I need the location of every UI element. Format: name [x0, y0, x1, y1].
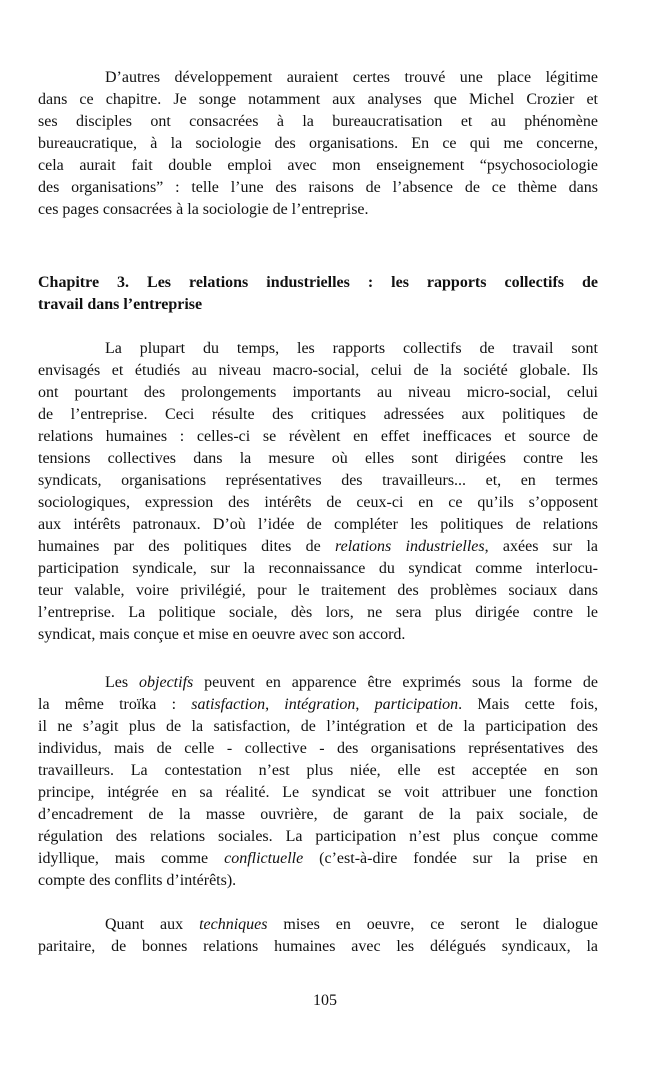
- text-span: Les: [105, 674, 140, 691]
- text-span: D’autres développement auraient certes trouvé une place légitime: [105, 69, 598, 86]
- text-span: des organisations” : telle l’une des raisons de l’absence de ce thème dans: [38, 179, 598, 196]
- text-line: [38, 580, 598, 602]
- text-span: ont pourtant des prolongements importants au niveau micro-social, celui: [38, 384, 598, 401]
- text-line: [38, 760, 598, 782]
- text-span: bureaucratique, à la sociologie des organisations. En ce qui me concerne,: [38, 135, 598, 152]
- paragraph: [38, 338, 598, 646]
- paragraph: [38, 672, 598, 892]
- text-line: [38, 558, 598, 580]
- italic-text: relations industrielles: [334, 538, 485, 555]
- italic-text: conflictuelle: [224, 850, 304, 867]
- text-span: envisagés et étudiés au niveau macro-social, celui de la société globale. Ils: [38, 362, 598, 379]
- text-line: [38, 694, 598, 716]
- text-span: mises en oeuvre, ce seront le dialogue: [267, 916, 598, 933]
- text-span: teur valable, voire privilégié, pour le traitement des problèmes sociaux dans: [38, 582, 598, 599]
- text-line: [38, 936, 598, 958]
- text-span: Chapitre 3. Les relations industrielles : les rapports collectifs de: [38, 274, 598, 291]
- page-number: 105: [313, 992, 337, 1009]
- text-line: [38, 536, 598, 558]
- text-line: [38, 133, 598, 155]
- text-span: paritaire, de bonnes relations humaines avec les délégués syndicaux, la: [38, 938, 598, 955]
- text-span: aux intérêts patronaux. D’où l’idée de compléter les politiques de relations: [38, 516, 598, 533]
- text-line: [38, 624, 598, 646]
- text-line: [38, 804, 598, 826]
- text-span: principe, intégrée en sa réalité. Le syndicat se voit attribuer une fonction: [38, 784, 598, 801]
- text-line: [38, 492, 598, 514]
- text-line: [38, 199, 598, 221]
- text-line: [38, 716, 598, 738]
- text-span: syndicats, organisations représentatives des travailleurs... et, en termes: [38, 472, 598, 489]
- text-span: humaines par des politiques dites de: [38, 538, 335, 555]
- text-line: [38, 782, 598, 804]
- text-span: ses disciples ont consacrées à la bureaucratisation et au phénomène: [38, 113, 598, 130]
- text-span: , axées sur la: [484, 538, 599, 555]
- text-line: [38, 155, 598, 177]
- text-span: participation syndicale, sur la reconnaissance du syndicat comme interlocu-: [38, 560, 598, 577]
- text-line: [38, 294, 598, 316]
- text-span: tensions collectives dans la mesure où elles sont dirigées contre les: [38, 450, 598, 467]
- text-line: [38, 738, 598, 760]
- text-span: (c’est-à-dire fondée sur la prise en: [303, 850, 598, 867]
- text-line: [38, 177, 598, 199]
- text-line: [38, 382, 598, 404]
- text-span: régulation des relations sociales. La participation n’est plus conçue comme: [38, 828, 598, 845]
- paragraph: [38, 914, 598, 958]
- text-line: [38, 111, 598, 133]
- text-line: [38, 272, 598, 294]
- text-span: relations humaines : celles-ci se révèlent en effet inefficaces et source de: [38, 428, 598, 445]
- italic-text: participation: [374, 696, 459, 713]
- text-span: l’entreprise. La politique sociale, dès lors, ne sera plus dirigée contre le: [38, 604, 598, 621]
- text-span: cela aurait fait double emploi avec mon enseignement “psychosociologie: [38, 157, 598, 174]
- text-span: compte des conflits d’intérêts).: [38, 872, 237, 889]
- text-span: ces pages consacrées à la sociologie de l’entreprise.: [38, 201, 369, 218]
- text-span: ,: [265, 696, 285, 713]
- text-line: [38, 602, 598, 624]
- text-span: syndicat, mais conçue et mise en oeuvre avec son accord.: [38, 626, 406, 643]
- paragraph: [38, 67, 598, 221]
- text-span: travailleurs. La contestation n’est plus niée, elle est acceptée en son: [38, 762, 598, 779]
- text-span: ,: [355, 696, 375, 713]
- text-line: [38, 89, 598, 111]
- text-span: il ne s’agit plus de la satisfaction, de l’intégration et de la participation des: [38, 718, 598, 735]
- text-line: [38, 826, 598, 848]
- text-line: [38, 338, 598, 360]
- text-line: [38, 848, 598, 870]
- text-line: [38, 404, 598, 426]
- text-line: [38, 514, 598, 536]
- text-span: individus, mais de celle - collective - des organisations représentatives des: [38, 740, 598, 757]
- italic-text: intégration: [284, 696, 356, 713]
- text-line: [38, 914, 598, 936]
- text-span: peuvent en apparence être exprimés sous la forme de: [193, 674, 599, 691]
- text-line: [38, 448, 598, 470]
- text-span: d’encadrement de la masse ouvrière, de garant de la paix sociale, de: [38, 806, 598, 823]
- italic-text: techniques: [199, 916, 268, 933]
- text-line: [38, 67, 598, 89]
- text-span: La plupart du temps, les rapports collectifs de travail sont: [105, 340, 598, 357]
- italic-text: satisfaction: [191, 696, 266, 713]
- text-line: [38, 426, 598, 448]
- italic-text: objectifs: [139, 674, 194, 691]
- text-span: travail dans l’entreprise: [38, 296, 203, 313]
- text-span: Quant aux: [105, 916, 200, 933]
- text-line: [38, 470, 598, 492]
- text-line: [38, 870, 598, 892]
- text-span: idyllique, mais comme: [38, 850, 225, 867]
- chapter-heading: [38, 272, 598, 316]
- text-span: dans ce chapitre. Je songe notamment aux analyses que Michel Crozier et: [38, 91, 598, 108]
- text-line: [38, 360, 598, 382]
- text-span: sociologiques, expression des intérêts de ceux-ci en ce qu’ils s’opposent: [38, 494, 598, 511]
- text-span: . Mais cette fois,: [458, 696, 599, 713]
- text-span: la même troïka :: [38, 696, 192, 713]
- text-span: de l’entreprise. Ceci résulte des critiques adressées aux politiques de: [38, 406, 598, 423]
- text-line: [38, 672, 598, 694]
